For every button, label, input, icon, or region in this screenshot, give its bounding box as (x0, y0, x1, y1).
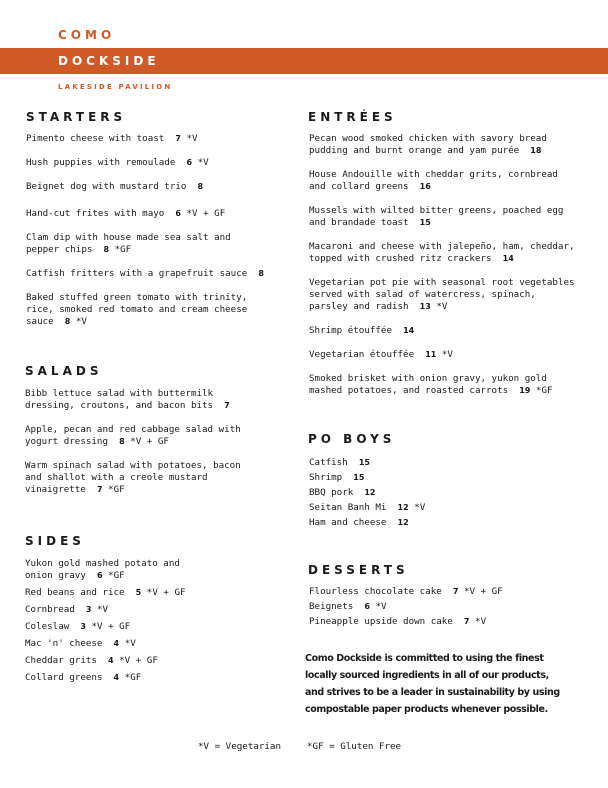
sides-menu-item (25, 587, 186, 599)
poboys-menu-item (309, 502, 425, 514)
entrees-menu-item (309, 325, 414, 337)
item-price: 11 (425, 350, 437, 359)
starters-menu-item (26, 268, 264, 280)
item-price: 3 (85, 605, 92, 614)
dietary-tag: *GF (108, 484, 125, 495)
item-price: 8 (103, 245, 110, 254)
legend-gluten-free: *GF = Gluten Free (307, 741, 402, 752)
section-heading-entrees: ENTRÉES (308, 110, 397, 124)
sides-menu-item (25, 604, 108, 616)
dietary-tag: *V (97, 604, 109, 615)
item-name: Mussels with wilted bitter greens, poached egg and brandade toast (309, 205, 564, 228)
starters-menu-item (26, 292, 247, 328)
item-name: Beignets (309, 601, 354, 612)
item-price: 15 (353, 473, 365, 482)
starters-menu-item (26, 232, 231, 256)
dietary-tag: *V (197, 157, 209, 168)
item-name: Vegetarian pot pie with seasonal root vegetables served with salad of watercress, spinach, parsley and radish (309, 277, 575, 312)
item-name: Shrimp (309, 472, 343, 483)
item-name: House Andouille with cheddar grits, cornbread and collard greens (309, 169, 558, 192)
item-price: 18 (530, 146, 542, 155)
sides-menu-item (25, 655, 158, 667)
item-price: 7 (96, 485, 103, 494)
dietary-tag: *GF (124, 672, 142, 683)
dietary-tag: *V (475, 616, 487, 627)
item-price: 7 (224, 401, 230, 410)
item-name: Coleslaw (25, 621, 70, 632)
dietary-tag: *GF (114, 244, 132, 255)
poboys-menu-item (309, 487, 375, 499)
item-price: 7 (452, 587, 459, 596)
item-price: 19 (519, 386, 531, 395)
starters-menu-item (26, 157, 209, 169)
item-price: 6 (96, 571, 103, 580)
dietary-tag: *V + GF (146, 587, 186, 598)
item-price: 8 (197, 182, 204, 191)
dietary-tag: *V (441, 349, 453, 360)
legend-vegetarian: *V = Vegetarian (198, 741, 281, 752)
item-name: Flourless chocolate cake (309, 586, 442, 597)
starters-menu-item (26, 133, 198, 145)
sustainability-note: Como Dockside is committed to using the finest locally sourced ingredients in all of our products, and strives to be a leader in sustainability by using compostable paper products whenever possible. (305, 653, 560, 715)
entrees-menu-item (309, 373, 553, 397)
item-price: 12 (397, 518, 409, 527)
item-name: Hush puppies with remoulade (26, 157, 176, 168)
brand-subtitle: LAKESIDE PAVILION (58, 83, 173, 91)
entrees-menu-item (309, 277, 575, 313)
dietary-tag: *V (414, 502, 426, 513)
entrees-menu-item (309, 133, 547, 157)
sides-menu-item (25, 672, 141, 684)
dietary-tag: *V + GF (186, 208, 226, 219)
poboys-menu-item (309, 472, 364, 484)
item-name: Collard greens (25, 672, 103, 683)
section-heading-desserts: DESSERTS (308, 563, 409, 577)
desserts-menu-item (309, 616, 486, 628)
item-price: 4 (113, 639, 120, 648)
item-price: 6 (175, 209, 181, 218)
item-name: Clam dip with house made sea salt and pepper chips (26, 232, 231, 255)
item-price: 5 (135, 588, 142, 597)
item-name: Pecan wood smoked chicken with savory bread pudding and burnt orange and yam purée (309, 133, 547, 156)
item-name: Red beans and rice (25, 587, 125, 598)
item-name: Hand-cut frites with mayo (26, 208, 165, 219)
item-name: BBQ pork (309, 487, 354, 498)
dietary-tag: *V + GF (463, 586, 503, 597)
item-price: 4 (113, 673, 120, 682)
item-price: 6 (186, 158, 193, 167)
item-name: Baked stuffed green tomato with trinity, rice, smoked red tomato and cream cheese sauce (26, 292, 248, 327)
sides-menu-item (25, 558, 180, 582)
section-heading-poboys: PO BOYS (308, 432, 396, 446)
item-name: Mac 'n' cheese (25, 638, 103, 649)
item-name: Cheddar grits (25, 655, 97, 666)
item-price: 6 (364, 602, 370, 611)
dietary-tag: *GF (535, 385, 553, 396)
item-name: Ham and cheese (309, 517, 387, 528)
item-price: 8 (119, 437, 125, 446)
item-name: Seitan Banh Mi (309, 502, 387, 513)
section-heading-starters: STARTERS (26, 110, 127, 124)
item-price: 8 (64, 317, 71, 326)
entrees-menu-item (309, 241, 575, 265)
item-price: 4 (108, 656, 114, 665)
starters-menu-item (26, 181, 203, 193)
desserts-menu-item (309, 586, 503, 598)
entrees-menu-item (309, 205, 563, 229)
item-name: Catfish fritters with a grapefruit sauce (26, 268, 248, 279)
dietary-tag: *V + GF (130, 436, 169, 447)
desserts-menu-item (309, 601, 387, 613)
item-price: 15 (358, 458, 370, 467)
item-name: Cornbread (25, 604, 75, 615)
starters-menu-item (26, 208, 225, 220)
item-price: 15 (419, 218, 431, 227)
salads-menu-item (25, 388, 230, 412)
item-name: Pineapple upside down cake (309, 616, 453, 627)
salads-menu-item (25, 424, 241, 448)
item-name: Catfish (309, 457, 348, 468)
item-price: 8 (258, 269, 264, 278)
dietary-tag: *V (124, 638, 136, 649)
item-name: Warm spinach salad with potatoes, bacon and shallot with a creole mustard vinaigrette (25, 460, 241, 495)
item-price: 13 (419, 302, 431, 311)
dietary-tag: *V (436, 301, 448, 312)
item-price: 12 (364, 488, 376, 497)
sides-menu-item (25, 621, 130, 633)
dietary-tag: *GF (108, 570, 125, 581)
item-price: 3 (80, 622, 86, 631)
item-price: 7 (175, 134, 181, 143)
item-price: 12 (397, 503, 409, 512)
item-name: Yukon gold mashed potato and onion gravy (25, 558, 180, 581)
section-heading-sides: SIDES (25, 534, 85, 548)
item-name: Macaroni and cheese with jalepeño, ham, cheddar, topped with crushed ritz crackers (309, 241, 575, 264)
item-name: Beignet dog with mustard trio (26, 181, 187, 192)
sides-menu-item (25, 638, 136, 650)
item-name: Apple, pecan and red cabbage salad with yogurt dressing (25, 424, 241, 447)
item-price: 14 (502, 254, 514, 263)
poboys-menu-item (309, 517, 409, 529)
dietary-tag: *V (375, 601, 387, 612)
dietary-tag: *V (75, 316, 87, 327)
dietary-tag: *V + GF (119, 655, 158, 666)
dietary-tag: *V (186, 133, 198, 144)
brand-name: DOCKSIDE (58, 54, 160, 68)
dietary-tag: *V + GF (91, 621, 131, 632)
item-name: Smoked brisket with onion gravy, yukon gold mashed potatoes, and roasted carrots (309, 373, 547, 396)
entrees-menu-item (309, 349, 453, 361)
item-name: Bibb lettuce salad with buttermilk dressing, croutons, and bacon bits (25, 388, 214, 411)
section-heading-salads: SALADS (25, 364, 103, 378)
item-name: Pimento cheese with toast (26, 133, 165, 144)
brand-top: COMO (58, 28, 116, 42)
item-price: 16 (419, 182, 431, 191)
poboys-menu-item (309, 457, 370, 469)
item-name: Vegetarian étouffée (309, 349, 415, 360)
salads-menu-item (25, 460, 241, 496)
entrees-menu-item (309, 169, 558, 193)
item-name: Shrimp étouffée (309, 325, 392, 336)
item-price: 7 (463, 617, 470, 626)
item-price: 14 (403, 326, 415, 335)
